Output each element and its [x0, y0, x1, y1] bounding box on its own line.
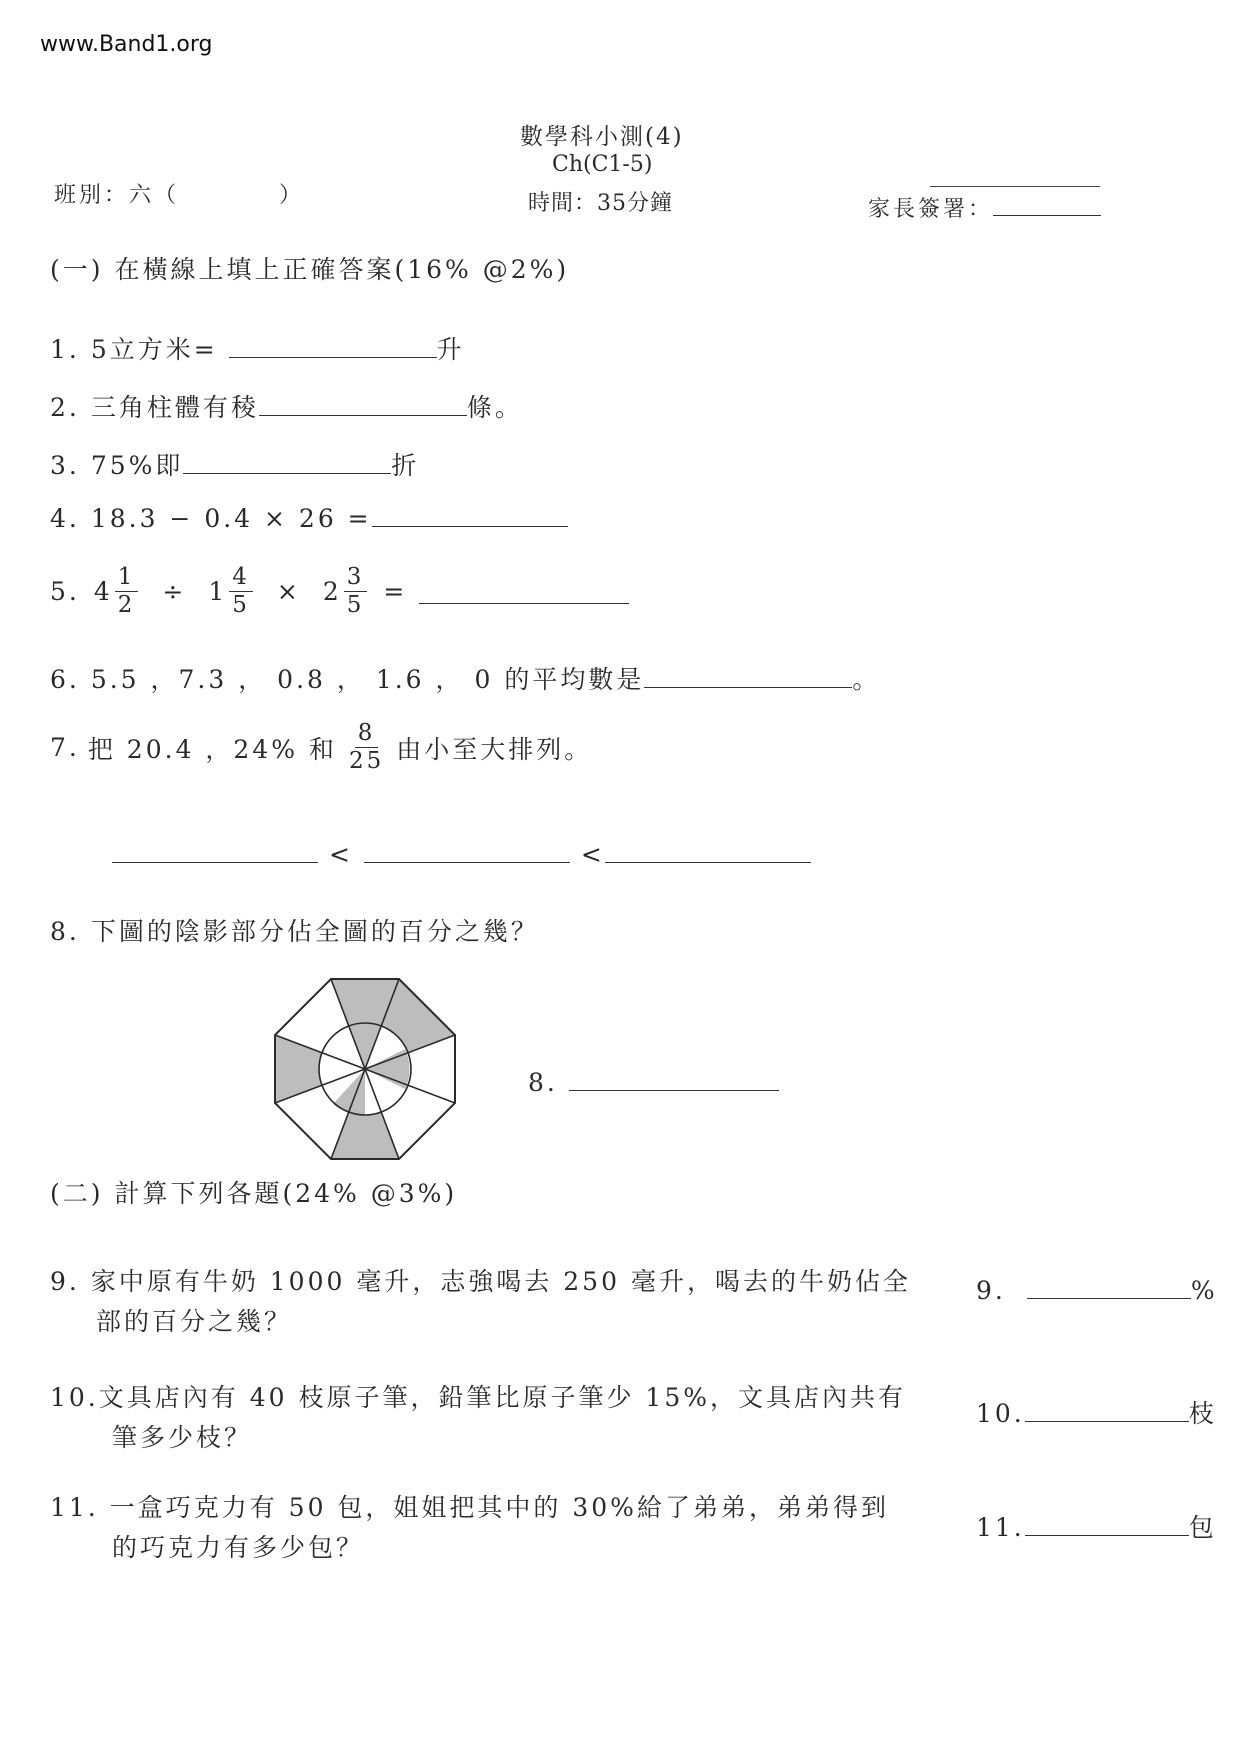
- answer-11: [976, 1508, 1217, 1544]
- answer-number: 9.: [976, 1276, 1006, 1305]
- denominator: 5: [346, 592, 365, 618]
- unit-label: 包: [1188, 1513, 1217, 1542]
- watermark-text: www.Band1.org: [40, 32, 213, 57]
- question-1: [50, 330, 465, 366]
- question-number: 3.: [50, 451, 80, 480]
- question-text: 筆多少枝？: [112, 1423, 253, 1452]
- question-text: 的巧克力有多少包？: [112, 1533, 365, 1562]
- question-number: 10.: [50, 1383, 99, 1412]
- whole-number: 2: [322, 577, 342, 606]
- question-number: 7.: [50, 733, 80, 762]
- question-text: 18.3 − 0.4 × 26 =: [90, 504, 372, 533]
- whole-number: 1: [208, 577, 228, 606]
- answer-blank-5[interactable]: [419, 602, 629, 604]
- question-number: 1.: [50, 335, 80, 364]
- question-4: [50, 504, 568, 533]
- numerator: 1: [115, 566, 139, 592]
- question-9: [50, 1262, 911, 1342]
- answer-blank-9[interactable]: [1027, 1297, 1191, 1299]
- unit-label: %: [1190, 1276, 1218, 1305]
- denominator: 2: [117, 592, 136, 618]
- answer-blank-10[interactable]: [1025, 1420, 1189, 1422]
- unit-label: 升: [436, 335, 465, 364]
- parent-signature-blank[interactable]: [993, 214, 1101, 216]
- question-text: 75%即: [90, 451, 184, 480]
- answer-blank-7a[interactable]: [112, 861, 318, 863]
- answer-blank-7c[interactable]: [605, 861, 811, 863]
- question-8: [50, 912, 539, 948]
- numerator: 3: [344, 566, 368, 592]
- answer-blank-1[interactable]: [229, 356, 437, 358]
- question-number: 9.: [50, 1267, 80, 1296]
- answer-number: 11.: [976, 1513, 1025, 1542]
- question-number: 4.: [50, 504, 80, 533]
- question-7: [50, 722, 592, 773]
- class-label: 班別：六（: [54, 183, 180, 208]
- question-3: [50, 446, 419, 482]
- answer-blank-3[interactable]: [183, 472, 391, 474]
- question-text: 一盒巧克力有 50 包，姐姐把其中的 30%給了弟弟，弟弟得到: [109, 1493, 889, 1522]
- divide-operator: ÷: [162, 577, 187, 606]
- answer-blank-2[interactable]: [259, 414, 467, 416]
- parent-signature-label: 家長簽署：: [868, 197, 994, 222]
- denominator: 5: [232, 592, 250, 618]
- name-line: [930, 186, 1100, 187]
- answer-blank-7b[interactable]: [364, 861, 570, 863]
- class-field: [54, 178, 304, 209]
- question-text: 5.5 ，7.3 ， 0.8 ， 1.6 ， 0 的平均數是: [90, 665, 645, 694]
- question-text: 家中原有牛奶 1000 毫升，志強喝去 250 毫升，喝去的牛奶佔全: [90, 1267, 911, 1296]
- multiply-operator: ×: [276, 577, 301, 606]
- answer-blank-6[interactable]: [644, 686, 852, 688]
- octagon-figure: [272, 976, 458, 1162]
- page-title: 數學科小測(4): [520, 124, 684, 150]
- question-10: [50, 1378, 906, 1458]
- unit-label: 折: [391, 451, 420, 480]
- question-2: [50, 388, 523, 424]
- less-than-sign: <: [580, 840, 605, 869]
- question-11: [50, 1488, 889, 1568]
- fraction: [115, 566, 139, 617]
- fraction: [229, 566, 253, 617]
- fraction: [349, 722, 384, 773]
- numerator: 4: [229, 566, 253, 592]
- question-number: 5.: [50, 577, 80, 606]
- question-text: 下圖的陰影部分佔全圖的百分之幾？: [90, 917, 539, 946]
- chapter-label: Ch(C1-5): [552, 152, 653, 177]
- answer-blank-4[interactable]: [372, 525, 568, 527]
- answer-blank-11[interactable]: [1025, 1534, 1189, 1536]
- question-6: [50, 660, 880, 696]
- answer-blank-8[interactable]: [569, 1089, 779, 1091]
- section-1-heading: (一) 在橫線上填上正確答案(16% @2%): [50, 255, 570, 284]
- parent-signature-field: [868, 192, 1101, 223]
- denominator: 25: [348, 748, 385, 774]
- question-text: 三角柱體有稜: [90, 393, 259, 422]
- answer-8: [528, 1068, 779, 1097]
- answer-number: 8.: [528, 1068, 558, 1097]
- section-2-heading: (二) 計算下列各題(24% @3%): [50, 1179, 458, 1208]
- fraction: [344, 566, 368, 617]
- question-text: 5立方米=: [90, 335, 218, 364]
- question-text: 文具店內有 40 枝原子筆，鉛筆比原子筆少 15%，文具店內共有: [98, 1383, 906, 1412]
- numerator: 8: [355, 722, 379, 748]
- unit-label: 枝: [1188, 1399, 1217, 1428]
- question-number: 2.: [50, 393, 80, 422]
- whole-number: 4: [93, 577, 113, 606]
- question-number: 6.: [50, 665, 80, 694]
- question-text: 把 20.4 ，24% 和: [87, 734, 337, 764]
- time-label: 時間：35分鐘: [528, 191, 673, 216]
- question-text: 部的百分之幾？: [96, 1307, 293, 1336]
- class-close: ）: [279, 183, 305, 208]
- question-number: 8.: [50, 917, 80, 946]
- question-5: [50, 566, 629, 617]
- answer-10: [976, 1394, 1217, 1430]
- less-than-sign: <: [328, 840, 353, 869]
- question-number: 11.: [50, 1493, 99, 1522]
- unit-label: 條。: [466, 393, 523, 422]
- answer-number: 10.: [976, 1399, 1025, 1428]
- question-text: 由小至大排列。: [396, 734, 593, 764]
- unit-label: 。: [852, 665, 881, 694]
- equals-sign: =: [383, 577, 408, 606]
- answer-9: [976, 1276, 1218, 1305]
- ordering-blanks: [112, 840, 811, 869]
